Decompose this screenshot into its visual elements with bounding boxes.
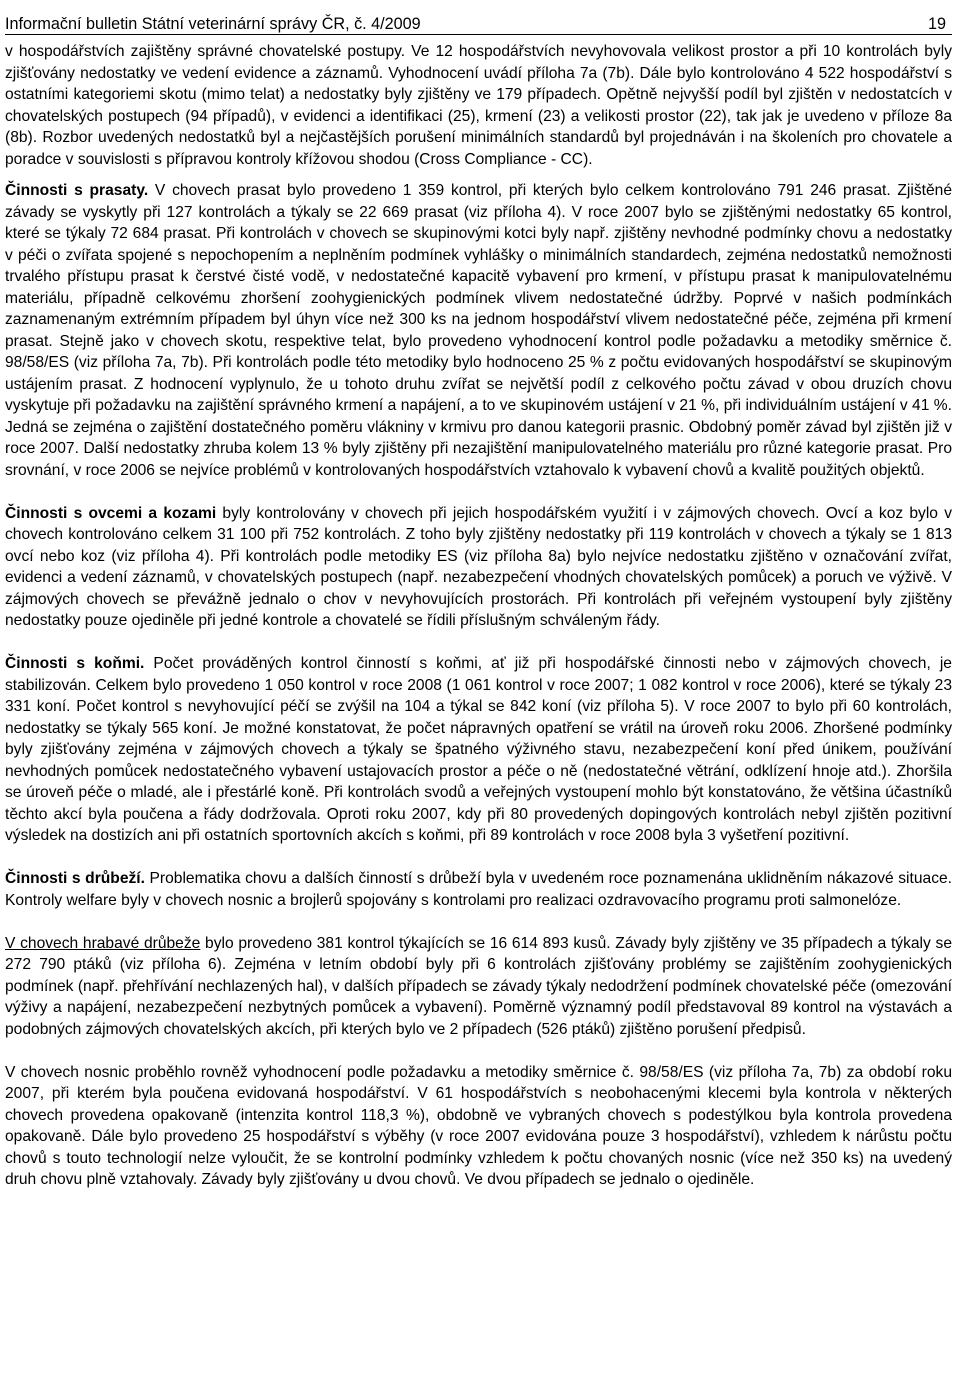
paragraph-poultry	[5, 868, 952, 911]
paragraph-text: V chovech prasat bylo provedeno 1 359 kontrol, při kterých bylo celkem kontrolováno 791 246 prasat. Zjištěné závady se vyskytly při 127 kontrolách a týkaly se 22 669 prasat (viz příloha 4). V roce 2007 bylo se zjištěnými nedostatky 65 kontrol, které se týkaly 72 684 prasat. Při kontrolách v chovech se skupinovými kotci byly např. zjištěny nevhodné podmínky chovu a nedostatky v péči o zvířata spojené s nepochopením a neplněním podmínek vyhlášky o minimálních standardech, zejména nedostatků nemožnosti trvalého přístupu prasat k čerstvé čisté vodě, v nedostatečné kapacitě vybavení pro krmení, v přístupu prasat k manipulovatelnému materiálu, případně celkovému zhoršení zoohygienických podmínek vlivem nedostatečné údržby. Poprvé v našich podmínkách zaznamenaným extrémním případem byl úhyn více než 300 ks na jednom hospodářství vlivem nedostatečné péče, zejména při krmení prasat. Stejně jako v chovech skotu, respektive telat, bylo provedeno vyhodnocení kontrol podle požadavku a metodiky směrnice č. 98/58/ES (viz příloha 7a, 7b). Při kontrolách podle této metodiky bylo hodnoceno 25 % z počtu evidovaných hospodářství se skupinovým ustájením prasat. Z hodnocení vyplynulo, že u tohoto druhu zvířat se největší podíl z celkového počtu závad v obou druzích chovu vyskytuje při požadavku na zajištění správného krmení a napájení, a to ve skupinovém ustájení v 21 %, při individuálním ustájení v 41 %. Jedná se zejména o zajištění dostatečného poměru vlákniny v krmivu pro danou kategorii prasnic. Obdobný poměr závad byl zjištěn již v roce 2007. Další nedostatky zhruba kolem 13 % byly zjištěny při nezajištění manipulovatelného materiálu pro různé kategorie prasat. Pro srovnání, v roce 2006 se nejvíce problémů v kontrolovaných hospodářstvích vztahovalo k vybavení chovů a kvalitě použitých objektů.	[5, 182, 952, 479]
paragraph-horses	[5, 653, 952, 847]
paragraph-text: Problematika chovu a dalších činností s drůbeží byla v uvedeném roce poznamenána uklidněním nákazové situace. Kontroly welfare byly v chovech nosnic a brojlerů spojovány s kontrolami pro realizaci ozdravovacího programu proti salmonelóze.	[5, 870, 952, 909]
paragraph-sheep-goats	[5, 503, 952, 632]
document-body	[5, 41, 952, 1191]
paragraph-cattle-continuation	[5, 41, 952, 170]
paragraph-text: bylo provedeno 381 kontrol týkajících se 16 614 893 kusů. Závady byly zjištěny ve 35 případech a týkaly se 272 790 ptáků (viz příloha 6). Zejména v letním období byly při 6 kontrolách zjišťovány problémy se zajištěním zoohygienických podmínek (např. přehřívání nechlazených hal), v dalších případech se závady týkaly nedodržení podmínek chovatelské péče (omezování výživy a napájení, nezabezpečení nezbytných pomůcek a vybavení). Poměrně významný podíl představoval 89 kontrol na výstavách a podobných zájmových chovatelských akcích, při kterých bylo ve 2 případech (526 ptáků) zjištěno porušení předpisů.	[5, 934, 952, 1038]
paragraph-text: V chovech nosnic proběhlo rovněž vyhodnocení podle požadavku a metodiky směrnice č. 98/58/ES (viz příloha 7a, 7b) za období roku 2007, při kterém byla poučena evidovaná hospodářství. V 61 hospodářstvích s neobohacenými klecemi byla kontrola v některých chovech provedena opakovaně (intenzita kontrol 118,3 %), obdobně ve vybraných chovech s podestýlkou byla kontrola provedena opakovaně. Dále bylo provedeno 25 hospodářství s výběhy (v roce 2007 evidována pouze 3 hospodářství), vzhledem k nárůstu počtu chovů s touto technologií nelze vyloučit, že se kontrolní podmínky vzhledem k počtu chovaných nosnic (více než 350 ks) na uvedený druh chovu plně vztahovaly. Závady byly zjišťovány u dvou chovů. Ve dvou případech se jednalo o ojediněle.	[5, 1063, 952, 1188]
section-heading-poultry: Činnosti s drůbeží.	[5, 870, 145, 887]
paragraph-text: byly kontrolovány v chovech při jejich hospodářském využití i v zájmových chovech. Ovcí a koz bylo v chovech kontrolováno celkem 31 100 při 752 kontrolách. Z toho byly zjištěny nedostatky při 119 kontrolách v chovech a týkaly se 1 813 ovcí nebo koz (viz příloha 4). Při kontrolách podle metodiky ES (viz příloha 8a) bylo nejvíce nedostatku zjištěno v označování zvířat, evidenci a vedení záznamů, v chovatelských postupech (např. nezabezpečení vhodných chovatelských pomůcek) a poruch ve výživě. V zájmových chovech se převážně jednalo o chov v nevyhovujících prostorách. Při kontrolách při veřejném vystoupení byly zjištěny nedostatky pouze ojediněle při jedné kontrole a chovatelé se řídili příslušným schváleným řády.	[5, 504, 952, 629]
paragraph-pigs	[5, 180, 952, 481]
paragraph-text: Počet prováděných kontrol činností s koňmi, ať již při hospodářské činnosti nebo v zájmových chovech, je stabilizován. Celkem bylo provedeno 1 050 kontrol v roce 2008 (1 061 kontrol v roce 2007; 1 082 kontrol v roce 2006), které se týkaly 23 331 koní. Počet kontrol s nevyhovující péčí se zvýšil na 104 a týkal se 842 koní (viz příloha 5). V roce 2007 to bylo při 60 kontrolách, nedostatky se týkaly 565 koní. Je možné konstatovat, že počet nápravných opatření se vrátil na úroveň roku 2006. Zhoršené podmínky byly zjišťovány zejména v zájmových chovech a týkaly se špatného výživného stavu, nezabezpečení koní před únikem, používání nevhodných pomůcek nedostatečného vybavení ustajovacích prostor a péče o ně (nedostatečné větrání, odklízení hnoje atd.). Zhoršila se úroveň péče o mladé, ale i přestárlé koně. Při kontrolách svodů a veřejných vystoupení mohlo být konstatováno, že většina účastníků těchto akcí byla poučena a řády dodržovala. Oproti roku 2007, kdy při 80 provedených dopingových kontrolách nebyl zjištěn pozitivní výsledek na dostizích ani při ostatních sportovních akcích s koňmi, při 89 kontrolách v roce 2008 byla 3 vyšetření pozitivní.	[5, 655, 952, 844]
paragraph-laying-hens	[5, 1062, 952, 1191]
paragraph-fowl	[5, 933, 952, 1041]
section-heading-pigs: Činnosti s prasaty.	[5, 182, 149, 199]
running-header	[5, 0, 952, 35]
section-heading-horses: Činnosti s koňmi.	[5, 655, 145, 672]
section-heading-sheep-goats: Činnosti s ovcemi a kozami	[5, 504, 217, 522]
paragraph-text: v hospodářstvích zajištěny správné chovatelské postupy. Ve 12 hospodářstvích nevyhovovala velikost prostor a při 10 kontrolách byly zjišťovány nedostatky ve vedení evidence a záznamů. Vyhodnocení uvádí příloha 7a (7b). Dále bylo kontrolováno 4 522 hospodářství s ostatními kategoriemi skotu (mimo telat) a nedostatky byly zjištěny ve 179 případech. Opětně nejvyšší podíl byl zjištěn v nedostatcích v chovatelských postupech (94 případů), v evidenci a identifikaci (25), krmení (23) a velikosti prostor (22), tak jak je uvedeno v příloze 8a (8b). Rozbor uvedených nedostatků byl a nejčastějších porušení minimálních standardů byl projednáván i na školeních pro chovatele a poradce v souvislosti s přípravou kontroly křížovou shodou (Cross Compliance - CC).	[5, 43, 952, 168]
underlined-subheading-fowl: V chovech hrabavé drůbeže	[5, 934, 201, 952]
bulletin-title: Informační bulletin Státní veterinární správy ČR, č. 4/2009	[5, 15, 421, 33]
page-number: 19	[927, 15, 946, 33]
